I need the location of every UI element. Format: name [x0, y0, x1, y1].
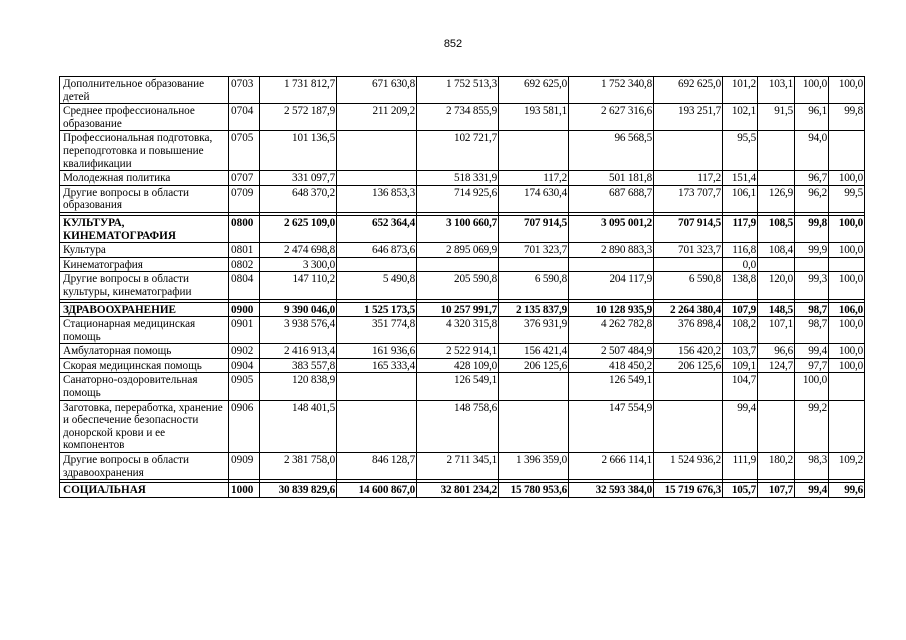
value-cell: 376 931,9	[499, 317, 569, 344]
value-cell: 148 758,6	[417, 400, 499, 452]
value-cell: 5 490,8	[337, 272, 417, 299]
value-cell: 3 938 576,4	[260, 317, 337, 344]
value-cell: 104,7	[723, 373, 758, 400]
value-cell: 107,1	[758, 317, 795, 344]
table-row	[60, 400, 865, 452]
value-cell: 2 572 187,9	[260, 104, 337, 131]
value-cell: 692 625,0	[654, 77, 723, 104]
value-cell: 2 711 345,1	[417, 453, 499, 480]
row-code: 0802	[229, 257, 260, 272]
row-name: КУЛЬТУРА, КИНЕМАТОГРАФИЯ	[60, 215, 229, 242]
value-cell: 147 110,2	[260, 272, 337, 299]
value-cell: 117,2	[654, 171, 723, 186]
value-cell	[758, 400, 795, 452]
table-row	[60, 257, 865, 272]
value-cell: 99,9	[795, 243, 829, 258]
table-row	[60, 317, 865, 344]
table-row	[60, 453, 865, 480]
value-cell: 2 135 837,9	[499, 302, 569, 317]
value-cell: 714 925,6	[417, 185, 499, 212]
row-name: Санаторно-оздоровительная помощь	[60, 373, 229, 400]
value-cell: 109,1	[723, 358, 758, 373]
value-cell: 1 525 173,5	[337, 302, 417, 317]
table-body	[60, 77, 865, 498]
value-cell: 32 593 384,0	[569, 483, 654, 498]
value-cell: 3 100 660,7	[417, 215, 499, 242]
value-cell: 652 364,4	[337, 215, 417, 242]
value-cell: 648 370,2	[260, 185, 337, 212]
row-name: Молодежная политика	[60, 171, 229, 186]
value-cell: 138,8	[723, 272, 758, 299]
table-row	[60, 171, 865, 186]
value-cell: 193 581,1	[499, 104, 569, 131]
value-cell: 2 625 109,0	[260, 215, 337, 242]
value-cell	[795, 257, 829, 272]
value-cell: 96,6	[758, 344, 795, 359]
value-cell: 120 838,9	[260, 373, 337, 400]
value-cell: 116,8	[723, 243, 758, 258]
table-row	[60, 131, 865, 171]
value-cell	[758, 373, 795, 400]
table-row	[60, 243, 865, 258]
value-cell: 2 734 855,9	[417, 104, 499, 131]
value-cell	[499, 373, 569, 400]
value-cell: 701 323,7	[499, 243, 569, 258]
row-name: Среднее профессиональное образование	[60, 104, 229, 131]
value-cell: 100,0	[829, 272, 865, 299]
value-cell: 2 522 914,1	[417, 344, 499, 359]
table-row	[60, 272, 865, 299]
value-cell: 418 450,2	[569, 358, 654, 373]
value-cell: 97,7	[795, 358, 829, 373]
value-cell: 6 590,8	[654, 272, 723, 299]
row-code: 0904	[229, 358, 260, 373]
value-cell: 108,5	[758, 215, 795, 242]
row-name: Скорая медицинская помощь	[60, 358, 229, 373]
value-cell: 151,4	[723, 171, 758, 186]
value-cell: 15 719 676,3	[654, 483, 723, 498]
value-cell: 3 095 001,2	[569, 215, 654, 242]
page-number: 852	[443, 38, 463, 50]
value-cell	[829, 400, 865, 452]
value-cell: 646 873,6	[337, 243, 417, 258]
value-cell: 206 125,6	[654, 358, 723, 373]
value-cell: 117,9	[723, 215, 758, 242]
value-cell: 351 774,8	[337, 317, 417, 344]
value-cell	[829, 257, 865, 272]
row-code: 0709	[229, 185, 260, 212]
value-cell: 96,7	[795, 171, 829, 186]
section-row	[60, 483, 865, 498]
value-cell: 117,2	[499, 171, 569, 186]
value-cell: 1 752 340,8	[569, 77, 654, 104]
value-cell: 15 780 953,6	[499, 483, 569, 498]
row-name: Другие вопросы в области здравоохранения	[60, 453, 229, 480]
value-cell: 136 853,3	[337, 185, 417, 212]
value-cell	[337, 257, 417, 272]
value-cell: 174 630,4	[499, 185, 569, 212]
value-cell: 2 474 698,8	[260, 243, 337, 258]
row-name: ЗДРАВООХРАНЕНИЕ	[60, 302, 229, 317]
value-cell: 376 898,4	[654, 317, 723, 344]
value-cell: 100,0	[795, 373, 829, 400]
value-cell: 1 752 513,3	[417, 77, 499, 104]
row-code: 0902	[229, 344, 260, 359]
value-cell: 96,1	[795, 104, 829, 131]
value-cell	[499, 257, 569, 272]
value-cell: 91,5	[758, 104, 795, 131]
value-cell: 100,0	[829, 215, 865, 242]
value-cell: 701 323,7	[654, 243, 723, 258]
row-name: Культура	[60, 243, 229, 258]
value-cell: 101 136,5	[260, 131, 337, 171]
value-cell	[654, 257, 723, 272]
row-code: 0909	[229, 453, 260, 480]
value-cell: 108,2	[723, 317, 758, 344]
value-cell: 96,2	[795, 185, 829, 212]
value-cell: 107,7	[758, 483, 795, 498]
value-cell: 111,9	[723, 453, 758, 480]
table-row	[60, 185, 865, 212]
value-cell	[654, 400, 723, 452]
row-name: Другие вопросы в области образования	[60, 185, 229, 212]
value-cell: 99,2	[795, 400, 829, 452]
value-cell: 98,7	[795, 302, 829, 317]
value-cell	[337, 400, 417, 452]
row-name: Кинематография	[60, 257, 229, 272]
value-cell: 383 557,8	[260, 358, 337, 373]
value-cell: 126 549,1	[417, 373, 499, 400]
row-code: 0900	[229, 302, 260, 317]
value-cell	[499, 131, 569, 171]
row-code: 0906	[229, 400, 260, 452]
table-row	[60, 344, 865, 359]
value-cell: 156 420,2	[654, 344, 723, 359]
value-cell: 30 839 829,6	[260, 483, 337, 498]
value-cell: 156 421,4	[499, 344, 569, 359]
section-row	[60, 302, 865, 317]
value-cell	[499, 400, 569, 452]
value-cell: 687 688,7	[569, 185, 654, 212]
value-cell	[569, 257, 654, 272]
value-cell: 161 936,6	[337, 344, 417, 359]
value-cell	[654, 373, 723, 400]
value-cell: 518 331,9	[417, 171, 499, 186]
value-cell: 103,1	[758, 77, 795, 104]
value-cell	[829, 131, 865, 171]
value-cell: 6 590,8	[499, 272, 569, 299]
value-cell	[654, 131, 723, 171]
value-cell	[829, 373, 865, 400]
row-name: Другие вопросы в области культуры, кинематографии	[60, 272, 229, 299]
value-cell: 0,0	[723, 257, 758, 272]
row-code: 1000	[229, 483, 260, 498]
value-cell: 99,4	[795, 344, 829, 359]
value-cell: 99,5	[829, 185, 865, 212]
value-cell: 147 554,9	[569, 400, 654, 452]
value-cell: 2 507 484,9	[569, 344, 654, 359]
value-cell: 105,7	[723, 483, 758, 498]
value-cell: 671 630,8	[337, 77, 417, 104]
value-cell: 126,9	[758, 185, 795, 212]
value-cell: 99,4	[723, 400, 758, 452]
value-cell: 100,0	[829, 344, 865, 359]
value-cell: 10 257 991,7	[417, 302, 499, 317]
value-cell: 120,0	[758, 272, 795, 299]
value-cell: 204 117,9	[569, 272, 654, 299]
value-cell: 100,0	[829, 317, 865, 344]
value-cell	[758, 131, 795, 171]
value-cell: 100,0	[829, 77, 865, 104]
value-cell: 148 401,5	[260, 400, 337, 452]
value-cell: 206 125,6	[499, 358, 569, 373]
value-cell: 107,9	[723, 302, 758, 317]
value-cell	[337, 131, 417, 171]
value-cell: 193 251,7	[654, 104, 723, 131]
row-code: 0707	[229, 171, 260, 186]
value-cell: 2 264 380,4	[654, 302, 723, 317]
value-cell: 100,0	[829, 171, 865, 186]
row-code: 0901	[229, 317, 260, 344]
value-cell: 94,0	[795, 131, 829, 171]
value-cell: 99,8	[795, 215, 829, 242]
value-cell: 99,8	[829, 104, 865, 131]
value-cell: 100,0	[829, 243, 865, 258]
value-cell: 165 333,4	[337, 358, 417, 373]
table-row	[60, 358, 865, 373]
table-row	[60, 77, 865, 104]
value-cell: 1 396 359,0	[499, 453, 569, 480]
value-cell: 707 914,5	[654, 215, 723, 242]
value-cell: 4 262 782,8	[569, 317, 654, 344]
value-cell: 95,5	[723, 131, 758, 171]
value-cell: 99,6	[829, 483, 865, 498]
value-cell: 1 524 936,2	[654, 453, 723, 480]
value-cell: 9 390 046,0	[260, 302, 337, 317]
value-cell: 2 890 883,3	[569, 243, 654, 258]
value-cell: 2 627 316,6	[569, 104, 654, 131]
table-row	[60, 104, 865, 131]
value-cell: 148,5	[758, 302, 795, 317]
value-cell: 846 128,7	[337, 453, 417, 480]
value-cell: 99,3	[795, 272, 829, 299]
value-cell: 180,2	[758, 453, 795, 480]
row-name: Заготовка, переработка, хранение и обеспечение безопасности донорской крови и ее компонентов	[60, 400, 229, 452]
value-cell: 109,2	[829, 453, 865, 480]
value-cell	[417, 257, 499, 272]
value-cell: 124,7	[758, 358, 795, 373]
value-cell: 100,0	[795, 77, 829, 104]
row-name: Дополнительное образование детей	[60, 77, 229, 104]
row-name: Профессиональная подготовка, переподготовка и повышение квалификации	[60, 131, 229, 171]
row-code: 0800	[229, 215, 260, 242]
value-cell: 103,7	[723, 344, 758, 359]
table-row	[60, 373, 865, 400]
row-name: Стационарная медицинская помощь	[60, 317, 229, 344]
value-cell: 4 320 315,8	[417, 317, 499, 344]
value-cell: 14 600 867,0	[337, 483, 417, 498]
value-cell	[337, 373, 417, 400]
value-cell	[337, 171, 417, 186]
value-cell: 692 625,0	[499, 77, 569, 104]
value-cell: 96 568,5	[569, 131, 654, 171]
value-cell: 331 097,7	[260, 171, 337, 186]
value-cell: 102,1	[723, 104, 758, 131]
value-cell: 10 128 935,9	[569, 302, 654, 317]
value-cell: 2 381 758,0	[260, 453, 337, 480]
value-cell: 173 707,7	[654, 185, 723, 212]
value-cell: 106,0	[829, 302, 865, 317]
value-cell: 106,1	[723, 185, 758, 212]
value-cell: 2 895 069,9	[417, 243, 499, 258]
value-cell: 126 549,1	[569, 373, 654, 400]
value-cell: 428 109,0	[417, 358, 499, 373]
value-cell: 1 731 812,7	[260, 77, 337, 104]
value-cell: 98,7	[795, 317, 829, 344]
value-cell: 3 300,0	[260, 257, 337, 272]
value-cell: 98,3	[795, 453, 829, 480]
value-cell: 2 666 114,1	[569, 453, 654, 480]
row-name: Амбулаторная помощь	[60, 344, 229, 359]
row-code: 0705	[229, 131, 260, 171]
value-cell: 501 181,8	[569, 171, 654, 186]
row-code: 0704	[229, 104, 260, 131]
value-cell: 100,0	[829, 358, 865, 373]
row-code: 0804	[229, 272, 260, 299]
value-cell	[758, 171, 795, 186]
row-code: 0703	[229, 77, 260, 104]
value-cell: 108,4	[758, 243, 795, 258]
value-cell: 99,4	[795, 483, 829, 498]
row-code: 0905	[229, 373, 260, 400]
budget-table	[59, 76, 865, 498]
row-code: 0801	[229, 243, 260, 258]
value-cell: 101,2	[723, 77, 758, 104]
section-row	[60, 215, 865, 242]
value-cell: 211 209,2	[337, 104, 417, 131]
value-cell: 32 801 234,2	[417, 483, 499, 498]
value-cell: 205 590,8	[417, 272, 499, 299]
value-cell: 102 721,7	[417, 131, 499, 171]
value-cell: 707 914,5	[499, 215, 569, 242]
row-name: СОЦИАЛЬНАЯ	[60, 483, 229, 498]
value-cell	[758, 257, 795, 272]
value-cell: 2 416 913,4	[260, 344, 337, 359]
